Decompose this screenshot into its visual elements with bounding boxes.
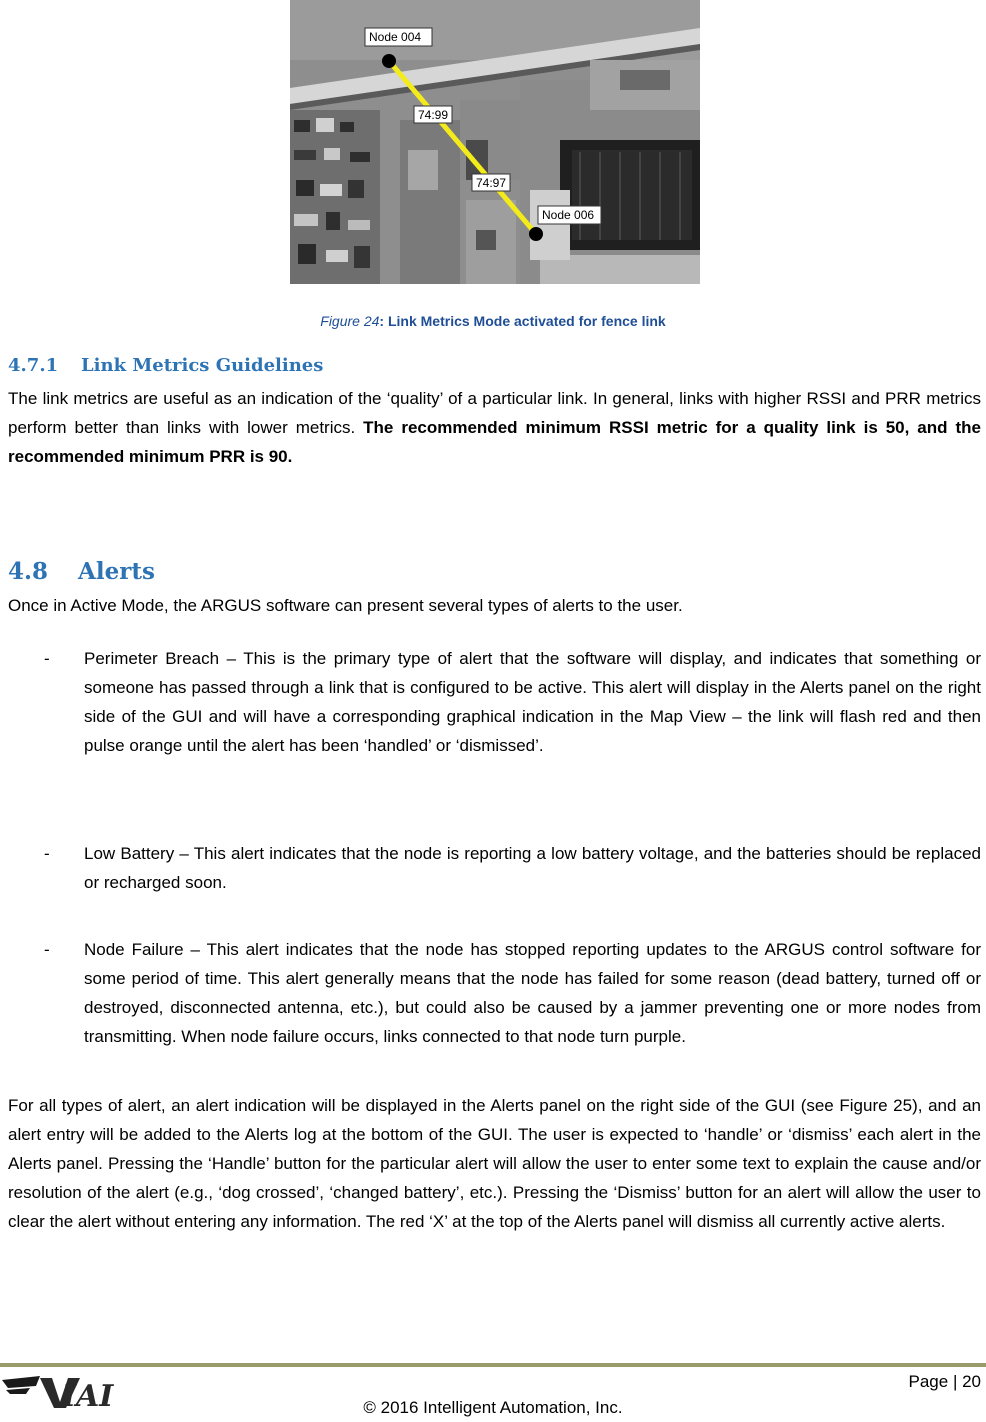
guidelines-paragraph bbox=[8, 384, 981, 471]
bullet-marker: - bbox=[44, 649, 50, 668]
alerts-closing-paragraph: For all types of alert, an alert indication will be displayed in the Alerts panel on the right side of the GUI (see Figure 25), and an alert entry will be added to the Alerts log at the bottom of the GUI. The user is expected to ‘handle’ or ‘dismiss’ each alert in the Alerts panel. Pressing the ‘Handle’ button for the particular alert will allow the user to enter some text to explain the cause and/or resolution of the alert (e.g., ‘dog crossed’, ‘changed battery’, etc.). Pressing the ‘Dismiss’ button for an alert will allow the user to clear the alert without entering any information. The red ‘X’ at the top of the Alerts panel will dismiss all currently active alerts. bbox=[8, 1096, 981, 1231]
bullet-node-failure: Node Failure – This alert indicates that the node has stopped reporting updates to the ARGUS control software for some period of time. This alert generally means that the node has failed for some reason (dead battery, turned off or destroyed, disconnected antenna, etc.), but could also be caused by a jammer preventing one or more nodes from transmitting. When node failure occurs, links connected to that node turn purple. bbox=[84, 940, 981, 1046]
aerial-map-image bbox=[290, 0, 700, 284]
node-006-label bbox=[538, 206, 601, 224]
page-number: Page | 20 bbox=[908, 1372, 981, 1391]
guidelines-text: The link metrics are useful as an indication of the ‘quality’ of a particular link. In general, links with higher RSSI and PRR metrics perform better than links with lower metrics. bbox=[8, 389, 981, 437]
map-figure bbox=[290, 0, 700, 284]
figure-title: : Link Metrics Mode activated for fence link bbox=[379, 313, 666, 329]
bullet-marker: - bbox=[44, 940, 50, 959]
bullet-marker: - bbox=[44, 844, 50, 863]
metric-label-a bbox=[414, 106, 452, 123]
figure-label: Figure 24 bbox=[320, 313, 380, 329]
alerts-intro: Once in Active Mode, the ARGUS software can present several types of alerts to the user. bbox=[8, 596, 683, 615]
guidelines-bold-text: The recommended minimum RSSI metric for a quality link is 50, and the recommended minimum PRR is 90. bbox=[8, 418, 981, 466]
svg-text:74:97: 74:97 bbox=[476, 176, 507, 190]
node-004-label bbox=[365, 28, 432, 46]
section-4-7-1-heading bbox=[8, 355, 323, 376]
node-004-marker bbox=[382, 54, 396, 68]
section-number: 4.7.1 bbox=[8, 355, 59, 376]
svg-text:Node 004: Node 004 bbox=[369, 30, 422, 44]
bullet-perimeter-breach: Perimeter Breach – This is the primary type of alert that the software will display, and indicates that something or someone has passed through a link that is configured to be active. This alert will display in the Alerts panel on the right side of the GUI and will have a corresponding graphical indication in the Map View – the link will flash red and then pulse orange until the alert has been ‘handled’ or ‘dismissed’. bbox=[84, 649, 981, 755]
footer-divider bbox=[0, 1363, 986, 1367]
figure-caption bbox=[0, 313, 986, 329]
svg-text:Node 006: Node 006 bbox=[542, 208, 595, 222]
node-006-marker bbox=[529, 227, 543, 241]
svg-text:74:99: 74:99 bbox=[418, 108, 449, 122]
logo-text: IAI bbox=[62, 1379, 114, 1412]
metric-label-b bbox=[472, 174, 510, 191]
section-title: Link Metrics Guidelines bbox=[81, 355, 324, 376]
bullet-low-battery: Low Battery – This alert indicates that the node is reporting a low battery voltage, and the batteries should be replaced or recharged soon. bbox=[84, 844, 981, 892]
section-title: Alerts bbox=[78, 558, 155, 585]
copyright-text: © 2016 Intelligent Automation, Inc. bbox=[363, 1398, 623, 1417]
section-4-8-heading bbox=[8, 558, 155, 585]
section-number: 4.8 bbox=[8, 558, 49, 585]
